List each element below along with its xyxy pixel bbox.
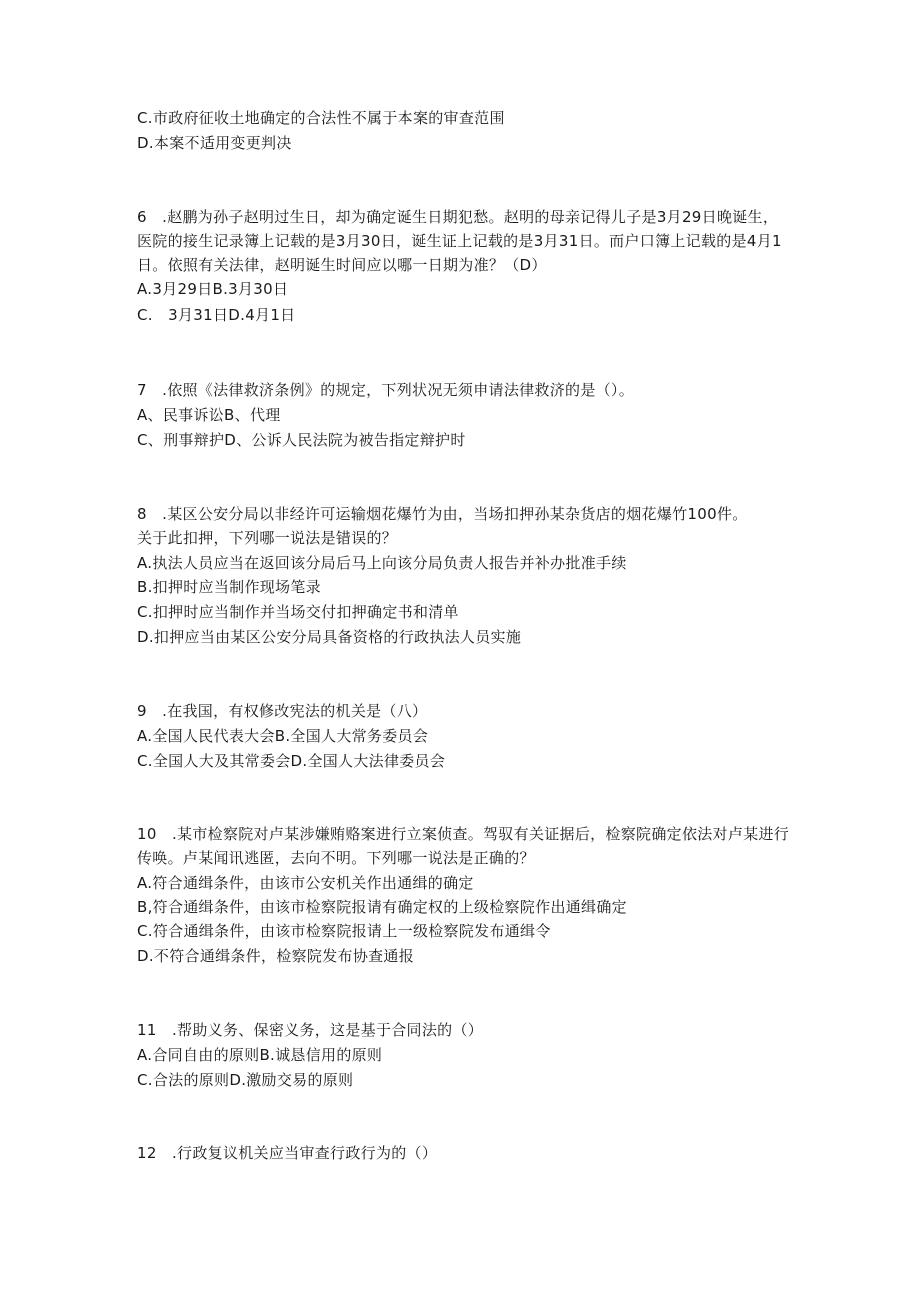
q10-stem-line-1: 10 .某市检察院对卢某涉嫌贿赂案进行立案侦查。驾驭有关证据后，检察院确定依法对卢某进行 xyxy=(137,825,790,843)
q9-options-cd: C.全国人大及其常委会D.全国人大法律委员会 xyxy=(137,752,446,770)
q8-stem-line-2: 关于此扣押，下列哪一说法是错误的？ xyxy=(137,529,398,547)
q11-options-cd: C.合法的原则D.激励交易的原则 xyxy=(137,1071,354,1089)
q9-stem: 9 .在我国，有权修改宪法的机关是（八） xyxy=(137,702,428,720)
q10-option-a: A.符合通缉条件，由该市公安机关作出通缉的确定 xyxy=(137,874,474,892)
q6-stem-line-3: 日。依照有关法律，赵明诞生时间应以哪一日期为准？（D） xyxy=(137,256,547,274)
q7-options-ab: A、民事诉讼B、代理 xyxy=(137,406,281,424)
q5-option-d: D.本案不适用变更判决 xyxy=(137,134,292,152)
q8-stem-line-1: 8 .某区公安分局以非经许可运输烟花爆竹为由，当场扣押孙某杂货店的烟花爆竹100件。 xyxy=(137,505,748,523)
q6-options-cd: C. 3月31日D.4月1日 xyxy=(137,306,296,324)
q8-option-c: C.扣押时应当制作并当场交付扣押确定书和清单 xyxy=(137,603,459,621)
q10-option-b: B,符合通缉条件，由该市检察院报请有确定权的上级检察院作出通缉确定 xyxy=(137,898,627,916)
q10-option-c: C.符合通缉条件，由该市检察院报请上一级检察院发布通缉令 xyxy=(137,922,551,940)
q11-stem: 11 .帮助义务、保密义务，这是基于合同法的（） xyxy=(137,1021,484,1039)
q10-stem-line-2: 传唤。卢某闻讯逃匿，去向不明。下列哪一说法是正确的？ xyxy=(137,849,535,867)
q6-stem-line-2: 医院的接生记录簿上记载的是3月30日，诞生证上记载的是3月31日。而户口簿上记载的是4月1 xyxy=(137,232,782,250)
q7-stem: 7 .依照《法律救济条例》的规定，下列状况无须申请法律救济的是（）。 xyxy=(137,381,635,399)
q7-options-cd: C、刑事辩护D、公诉人民法院为被告指定辩护时 xyxy=(137,431,466,449)
q6-stem-line-1: 6 .赵鹏为孙子赵明过生日，却为确定诞生日期犯愁。赵明的母亲记得儿子是3月29日晚诞生， xyxy=(137,208,779,226)
q9-options-ab: A.全国人民代表大会B.全国人大常务委员会 xyxy=(137,727,429,745)
q10-option-d: D.不符合通缉条件，检察院发布协查通报 xyxy=(137,947,415,965)
q8-option-d: D.扣押应当由某区公安分局具备资格的行政执法人员实施 xyxy=(137,628,522,646)
q11-options-ab: A.合同自由的原则B.诚恳信用的原则 xyxy=(137,1046,383,1064)
q6-options-ab: A.3月29日B.3月30日 xyxy=(137,280,289,298)
q12-stem: 12 .行政复议机关应当审查行政行为的（） xyxy=(137,1144,438,1162)
q8-option-a: A.执法人员应当在返回该分局后马上向该分局负责人报告并补办批准手续 xyxy=(137,554,627,572)
q5-option-c: C.市政府征收土地确定的合法性不属于本案的审查范围 xyxy=(137,109,505,127)
q8-option-b: B.扣押时应当制作现场笔录 xyxy=(137,578,321,596)
